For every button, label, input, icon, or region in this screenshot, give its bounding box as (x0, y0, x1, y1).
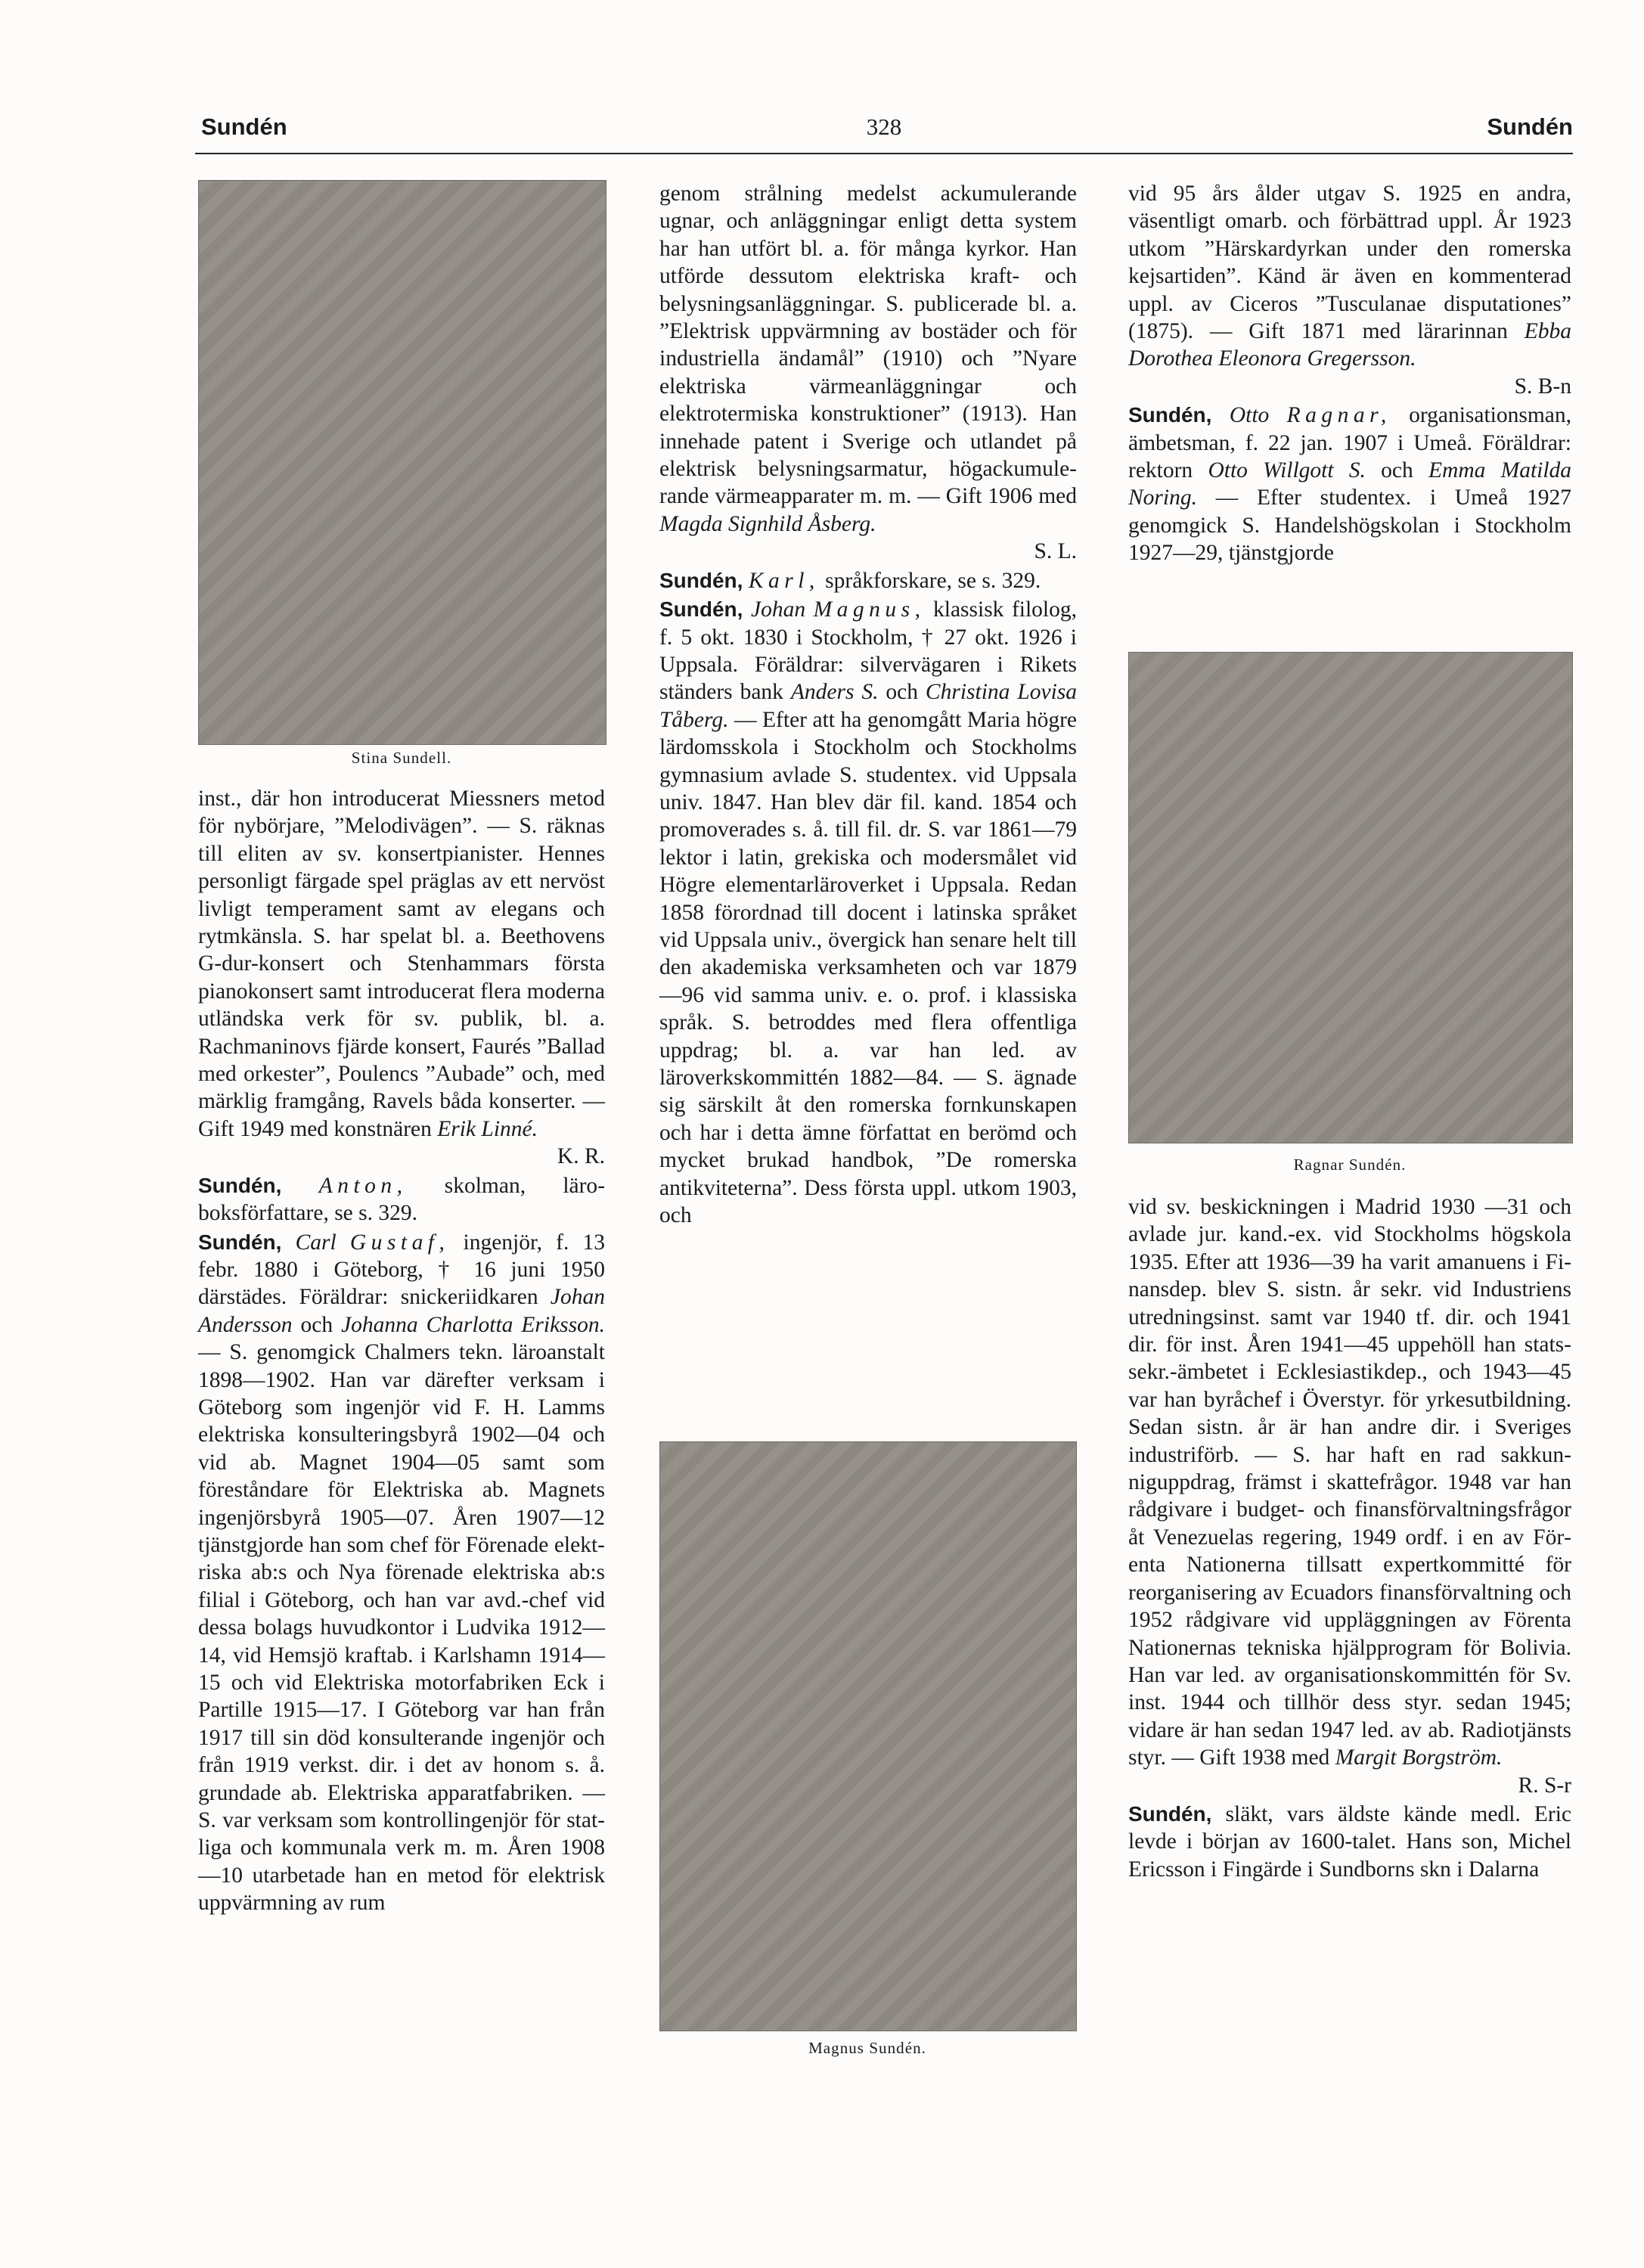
photo-caption-stina: Stina Sundell. (351, 749, 452, 767)
entry-carl-gustaf: Sundén, Carl Gustaf, ingenjör, f. 13 febr. 1880 i Göteborg, † 16 juni 1950 därstädes. Föräldrar: snickeriidkaren Johan Andersson och Johanna Charlotta Eriksson. — S. genomgick Chalmers tekn. läroanstalt 1898—1902. Han var därefter verksam i Göteborg som ingenjör vid F. H. Lamms elektriska konsulteringsbyrå 1902—04 och vid ab. Magnet 1904—05 samt som föreståndare för Elektriska ab. Magnets ingenjörsbyrå 1905—07. Åren 1907—12 tjänstgjorde han som chef för Förenade elektriska ab:s och Nya förenade elektriska ab:s filial i Göteborg, och han var avd.-chef vid dessa bolags huvudkontor i Ludvika 1912—14, vid Hemsjö kraftab. i Karlshamn 1914—15 och vid Elektriska motorfabriken Eck i Partille 1915—17. I Göteborg var han från 1917 till sin död konsulterande ingenjör och från 1919 verkst. dir. i det av honom s. å. grundade ab. Elektriska apparatfabriken. — S. var verksam som kontrollingenjör för statliga och kommunala verk m. m. Åren 1908—10 utarbetade han en metod för elektrisk uppvärmning av rum (198, 1230, 606, 1916)
entry-given-name: Anton, (318, 1173, 408, 1198)
photo-caption-magnus: Magnus Sundén. (808, 2039, 926, 2057)
column-3-top (1128, 180, 1571, 567)
spouse-name: Erik Linné. (437, 1116, 538, 1141)
spouse-name: Margit Borgström. (1335, 1745, 1503, 1770)
entry-headword: Sundén, (659, 597, 743, 622)
entry-stina-continued: inst., där hon introducerat Miessners metod för nybörjare, ”Melodivägen”. — S. räknas till eliten av sv. konsertpianister. Hennes personligt färgade spel präglas av ett nervöst livligt temperament samt av elegans och rytmkänsla. S. har spelat bl. a. Beethovens G-dur-konsert och Stenhammars första pianokonsert samt introducerat flera moderna utländska verk för sv. publik, bl. a. Rachmaninovs fjärde konsert, Faurés ”Ballad med orkester”, Poulencs ”Aubade” och, med märklig framgång, Ravels båda konserter. — Gift 1949 med konstnären Erik Linné. K. R. (198, 785, 605, 1171)
running-header (195, 113, 1573, 154)
column-2 (659, 180, 1077, 1229)
spouse-name: Magda Signhild Åsberg. (659, 511, 876, 536)
portrait-photo-ragnar (1128, 652, 1573, 1143)
entry-anton: Sundén, Anton, skolman, läroboksförfattare, se s. 329. (198, 1173, 606, 1226)
photo-caption-ragnar: Ragnar Sundén. (1293, 1156, 1407, 1174)
spouse-name: Ebba Dorothea Eleonora Gregersson. (1128, 319, 1572, 371)
author-signature: R. S-r (1518, 1773, 1571, 1798)
author-signature: S. L. (1034, 539, 1077, 564)
column-3-bottom (1128, 1193, 1571, 1883)
portrait-photo-magnus (659, 1441, 1077, 2031)
portrait-photo-stina (198, 180, 606, 745)
entry-headword: Sundén, (1128, 403, 1212, 427)
entry-headword: Sundén, (198, 1230, 282, 1254)
entry-otto-ragnar: Sundén, Otto Ragnar, organisationsman, ämbetsman, f. 22 jan. 1907 i Umeå. Föräldrar: rektorn Otto Willgott S. och Emma Matilda Noring. — Efter studentex. i Umeå 1927 genomgick S. Handelshögskolan i Stockholm 1927—29, tjänstgjorde (1128, 403, 1572, 566)
author-signature: S. B-n (1514, 374, 1571, 399)
entry-otto-continued: vid sv. beskickningen i Madrid 1930 —31 och avlade jur. kand.-ex. vid Stockholms högskola 1935. Efter att 1936—39 ha varit amanuens i Finansdep. blev S. sistn. år sekr. vid Industriens utredningsinst. samt var 1940 tf. dir. och 1941 dir. för inst. Åren 1941—45 uppehöll han statssekr.-ämbetet i Ecklesiastikdep., och 1943—45 var han byråchef i Överstyr. för yrkesutbildning. Sedan sistn. år är han andre dir. i Sveriges industriförb. — S. har haft en rad sakkunniguppdrag, främst i skattefrågor. 1948 var han rådgivare i budget- och finansförvaltningsfrågor åt Venezuelas regering, 1949 ordf. i en av Förenta Nationerna tillsatt expertkommitté för reorganisering av Ecuadors finansförvaltning och 1952 rådgivare vid uppläggningen av Förenta Nationernas tekniska hjälpprogram för Bolivia. Han var led. av organisationskommittén för Sv. inst. 1944 och tillhör dess styr. sedan 1945; vidare är han sedan 1947 led. av ab. Radiotjänsts styr. — Gift 1938 med Margit Borgström. R. S-r (1128, 1193, 1571, 1799)
entry-given-name: Magnus, (813, 597, 926, 622)
entry-given-name: Karl, (748, 568, 820, 593)
entry-given-name: Gustaf, (349, 1230, 450, 1255)
header-right-keyword: Sundén (1487, 113, 1573, 140)
entry-headword: Sundén, (1128, 1801, 1212, 1826)
entry-carl-continued: genom strålning medelst ackumulerande ugnar, och anläggningar enligt detta system har han utfört bl. a. för många kyrkor. Han utförde dessutom elektriska kraft- och belysningsanläggningar. S. publicerade bl. a. ”Elektrisk uppvärmning av bostäder och för industriella ändamål” (1910) och ”Nyare elektriska värmeanläggningar och elektrotermiska konstruktioner” (1913). Han innehade patent i Sverige och utlandet på elektrisk belysningsarmatur, högackumulerande värmeapparater m. m. — Gift 1906 med Magda Signhild Åsberg. S. L. (659, 180, 1077, 566)
entry-family: Sundén, släkt, vars äldste kände medl. Eric levde i början av 1600-talet. Hans son, Michel Ericsson i Fingärde i Sundborns skn i Dalarna (1128, 1801, 1571, 1882)
entry-headword: Sundén, (659, 568, 743, 592)
entry-given-name: Ragnar, (1286, 403, 1391, 428)
header-left-keyword: Sundén (201, 113, 287, 140)
column-1 (198, 785, 605, 1917)
entry-magnus-continued: vid 95 års ålder utgav S. 1925 en andra, väsentligt omarb. och förbättrad uppl. År 1923 utkom ”Härskardyrkan under den romerska kejsartiden”. Känd är även en kommenterad uppl. av Ciceros ”Tusculanae disputationes” (1875). — Gift 1871 med lärarinnan Ebba Dorothea Eleonora Gregersson. S. B-n (1128, 180, 1571, 400)
entry-headword: Sundén, (198, 1173, 282, 1197)
page-number: 328 (866, 113, 902, 140)
entry-karl: Sundén, Karl, språkforskare, se s. 329. (659, 568, 1041, 593)
author-signature: K. R. (557, 1144, 605, 1169)
entry-johan-magnus: Sundén, Johan Magnus, klassisk filolog, f. 5 okt. 1830 i Stockholm, † 27 okt. 1926 i Uppsala. Föräldrar: silvervägaren i Rikets ständers bank Anders S. och Christina Lovisa Tåberg. — Efter att ha genomgått Maria högre lärdomsskola i Stockholm och Stockholms gymnasium avlade S. studentex. vid Uppsala univ. 1847. Han blev där fil. kand. 1854 och promoverades s. å. till fil. dr. S. var 1861—79 lektor i latin, grekiska och modersmålet vid Högre elementarläroverket i Uppsala. Redan 1858 förordnad till docent i latinska språket vid Uppsala univ., övergick han senare helt till den akademiska verksamheten och var 1879 —96 vid samma univ. e. o. prof. i klassiska språk. S. betroddes med flera offentliga uppdrag; bl. a. var han led. av läroverkskommittén 1882—84. — S. ägnade sig särskilt åt den romerska fornkunskapen och har i detta ämne författat en berömd och mycket brukad handbok, ”De romerska antikviteterna”. Dess första uppl. utkom 1903, och (659, 597, 1078, 1228)
